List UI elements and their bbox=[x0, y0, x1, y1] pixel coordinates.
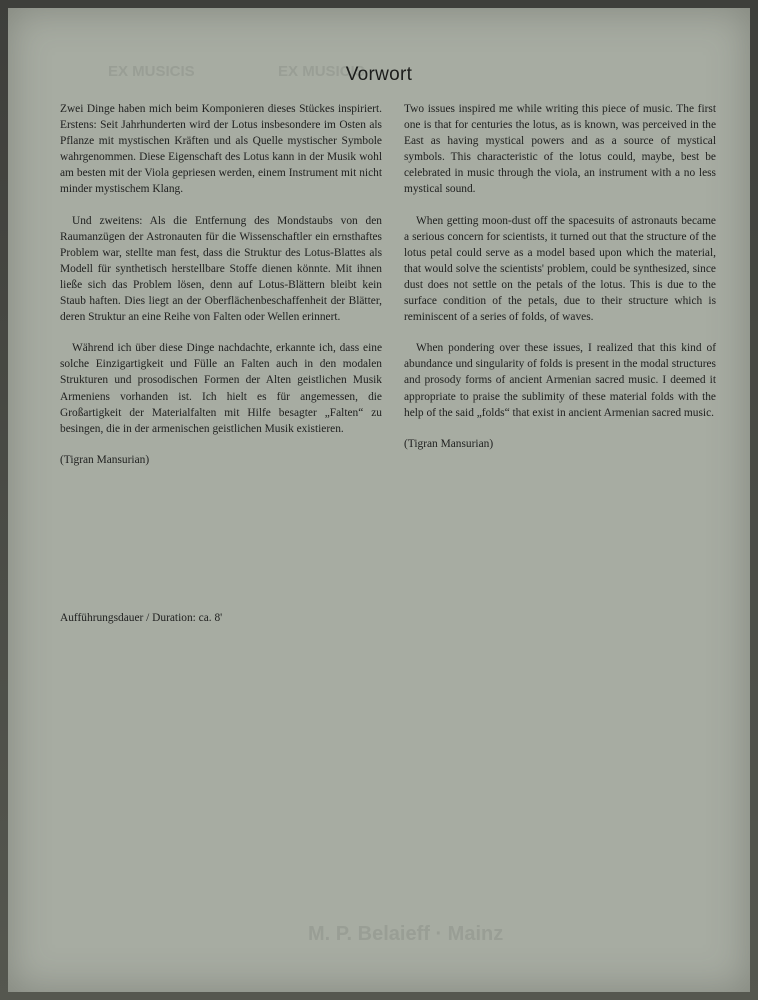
english-signature: (Tigran Mansurian) bbox=[404, 437, 494, 450]
german-column bbox=[60, 101, 382, 483]
english-paragraph-3: When pondering over these issues, I realized that this kind of abundance und singularity of folds is present in the modal structures and prosody forms of ancient Armenian sacred music. I deemed it appropriate to praise the sublimity of these material folds with the help of the said „folds“ that exist in ancient Armenian sacred music. bbox=[404, 342, 716, 419]
page-title: Vorwort bbox=[345, 64, 413, 85]
bleed-through-text: M. P. Belaieff · Mainz bbox=[308, 923, 504, 945]
bleed-through-text: EX MUSICIS EX MUSICIS bbox=[108, 63, 365, 80]
english-paragraph-2: When getting moon-dust off the spacesuits of astronauts became a serious concern for scientists, it turned out that the structure of the lotus petal could serve as a model based upon which the material, that would solve the scientists' problem, could be synthesized, since dust does not settle on the petals of the lotus. This is due to the surface condition of the petals, due to their structure which is reminiscent of a series of folds, of waves. bbox=[404, 214, 716, 324]
german-paragraph-2: Und zweitens: Als die Entfernung des Mondstaubs von den Raumanzügen der Astronauten für die Wissenschaftler ein ernsthaftes Problem war, stellte man fest, dass die Struktur des Lotus-Blattes als Modell für synthetisch herstellbare Stoffe dienen könnte. Mit ihnen ließe sich das Problem lösen, denn auf Lotus-Blättern bleibt kein Staub haften. Dies liegt an der Oberflächenbeschaffenheit der Blätter, deren Struktur an eine Reihe von Falten oder Wellen erinnert. bbox=[60, 214, 382, 324]
english-paragraph-1: Two issues inspired me while writing this piece of music. The first one is that for centuries the lotus, as is known, was perceived in the East as having mystical powers and as a source of mystical symbols. This characteristic of the lotus could, maybe, best be celebrated in music through the viola, an instrument with a no less mystical sound. bbox=[404, 103, 716, 196]
duration-note: Aufführungsdauer / Duration: ca. 8' bbox=[60, 612, 223, 624]
german-paragraph-1: Zwei Dinge haben mich beim Komponieren dieses Stückes inspiriert. Erstens: Seit Jahrhunderten wird der Lotus insbesondere im Osten als Pflanze mit mystischen Kräften und als Quelle mystischer Symbole wahrgenommen. Diese Eigenschaft des Lotus kann in der Musik wohl am besten mit der Viola gepriesen werden, einem Instrument mit nicht minder mystischem Klang. bbox=[60, 103, 382, 196]
german-paragraph-3: Während ich über diese Dinge nachdachte, erkannte ich, dass eine solche Einzigartigkeit und Fülle an Falten auch in den modalen Strukturen und prosodischen Formen der Alten geistlichen Musik Armeniens vorhanden ist. Ich hielt es für angemessen, die Großartigkeit der Materialfalten mit Hilfe besagter „Falten“ zu besingen, die in der armenischen geistlichen Musik existieren. bbox=[60, 342, 382, 435]
german-signature: (Tigran Mansurian) bbox=[60, 453, 150, 466]
english-column bbox=[404, 101, 716, 467]
document-page bbox=[8, 8, 750, 992]
